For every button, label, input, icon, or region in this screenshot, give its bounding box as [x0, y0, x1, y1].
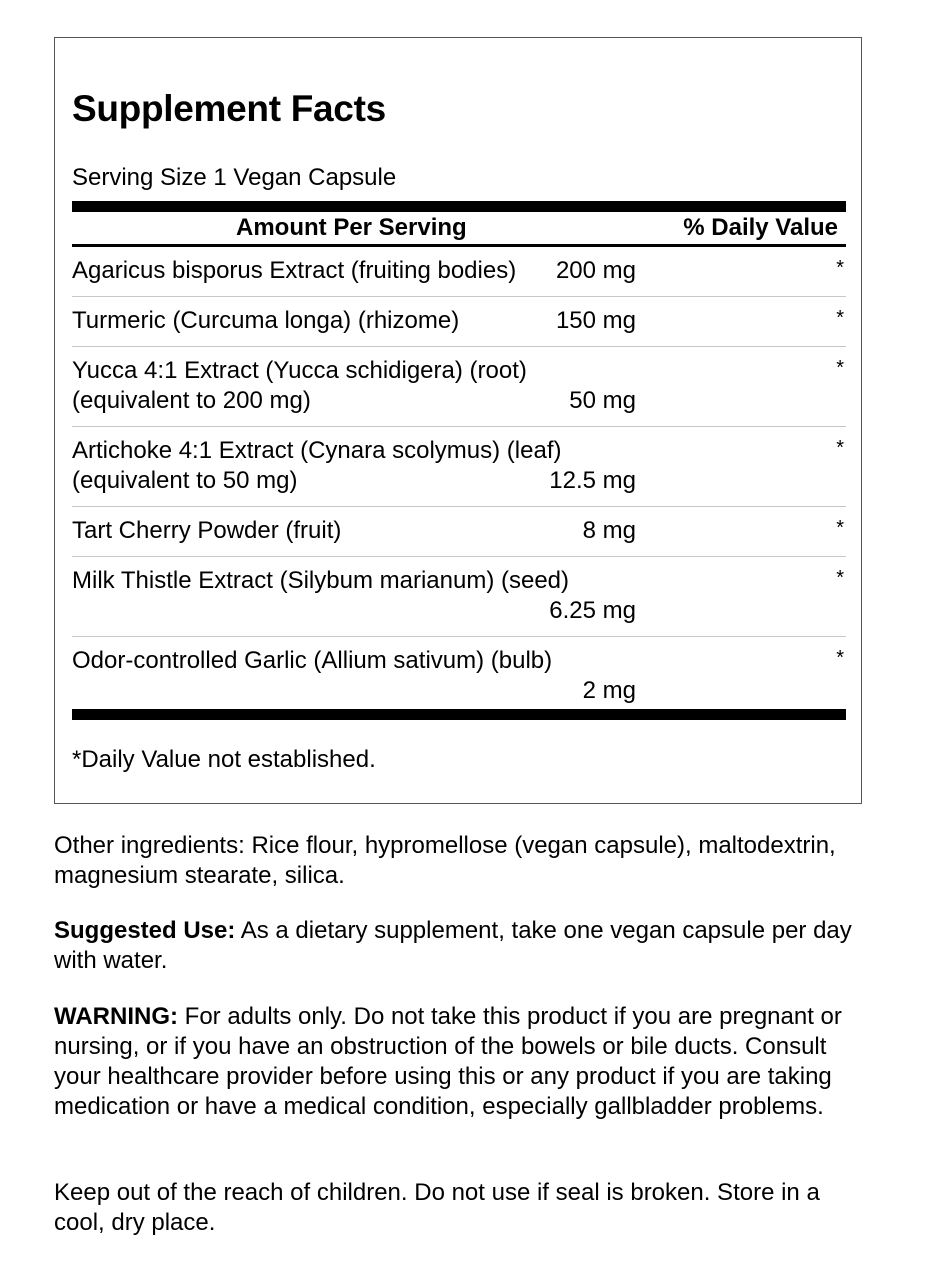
ingredient-name: Agaricus bisporus Extract (fruiting bodies)	[72, 257, 517, 284]
ingredient-name: (equivalent to 50 mg)	[72, 467, 298, 494]
ingredient-line	[72, 596, 636, 626]
ingredient-table	[72, 247, 846, 716]
ingredient-line	[72, 566, 636, 596]
daily-value-asterisk: *	[836, 567, 844, 589]
ingredient-name: Artichoke 4:1 Extract (Cynara scolymus) (leaf)	[72, 437, 562, 464]
daily-value-header: % Daily Value	[683, 214, 838, 241]
ingredient-row	[72, 347, 846, 427]
ingredient-row	[72, 637, 846, 716]
ingredient-amount: 2 mg	[582, 677, 636, 704]
ingredient-name: Turmeric (Curcuma longa) (rhizome)	[72, 307, 460, 334]
daily-value-asterisk: *	[836, 437, 844, 459]
ingredient-line	[72, 256, 636, 286]
panel-title: Supplement Facts	[72, 88, 386, 129]
daily-value-asterisk: *	[836, 357, 844, 379]
ingredient-name: Milk Thistle Extract (Silybum marianum) (seed)	[72, 567, 570, 594]
ingredient-amount: 50 mg	[569, 387, 636, 414]
ingredient-amount: 8 mg	[582, 517, 636, 544]
warning-label: WARNING:	[54, 1003, 178, 1030]
ingredient-line	[72, 306, 636, 336]
ingredient-name: Tart Cherry Powder (fruit)	[72, 517, 342, 544]
suggested-use-label: Suggested Use:	[54, 917, 236, 944]
ingredient-line	[72, 436, 636, 466]
ingredient-amount: 200 mg	[555, 257, 636, 284]
ingredient-row	[72, 557, 846, 637]
ingredient-name: Yucca 4:1 Extract (Yucca schidigera) (root)	[72, 357, 527, 384]
ingredient-row	[72, 297, 846, 347]
ingredient-line	[72, 516, 636, 546]
amount-per-serving-header: Amount Per Serving	[236, 214, 467, 241]
warning	[54, 1002, 874, 1122]
bottom-thick-divider	[72, 709, 846, 720]
ingredient-name: (equivalent to 200 mg)	[72, 387, 311, 414]
supplement-facts-panel	[54, 37, 862, 804]
warning-text: For adults only. Do not take this product if you are pregnant or nursing, or if you have an obstruction of the bowels or bile ducts. Consult your healthcare provider before using this or any product if you are taking medication or have a medical condition, especially gallbladder problems.	[54, 1003, 842, 1120]
daily-value-asterisk: *	[836, 257, 844, 279]
suggested-use	[54, 916, 874, 976]
serving-size: Serving Size 1 Vegan Capsule	[72, 164, 397, 191]
ingredient-row	[72, 427, 846, 507]
ingredient-amount: 6.25 mg	[549, 597, 636, 624]
storage-instructions: Keep out of the reach of children. Do not use if seal is broken. Store in a cool, dry place.	[54, 1179, 820, 1236]
ingredient-line	[72, 356, 636, 386]
top-thick-divider	[72, 201, 846, 212]
ingredient-line	[72, 676, 636, 706]
ingredient-row	[72, 507, 846, 557]
daily-value-asterisk: *	[836, 307, 844, 329]
daily-value-asterisk: *	[836, 647, 844, 669]
ingredient-amount: 150 mg	[555, 307, 636, 334]
ingredient-name: Odor-controlled Garlic (Allium sativum) (bulb)	[72, 647, 553, 674]
daily-value-asterisk: *	[836, 517, 844, 539]
footnote: *Daily Value not established.	[72, 746, 376, 773]
ingredient-line	[72, 386, 636, 416]
ingredient-row	[72, 247, 846, 297]
ingredient-amount: 12.5 mg	[549, 467, 636, 494]
ingredient-line	[72, 466, 636, 496]
other-ingredients: Other ingredients: Rice flour, hypromellose (vegan capsule), maltodextrin, magnesium stearate, silica.	[54, 832, 836, 889]
suggested-use-text: As a dietary supplement, take one vegan capsule per day with water.	[54, 917, 852, 974]
ingredient-line	[72, 646, 636, 676]
table-header	[72, 212, 846, 247]
